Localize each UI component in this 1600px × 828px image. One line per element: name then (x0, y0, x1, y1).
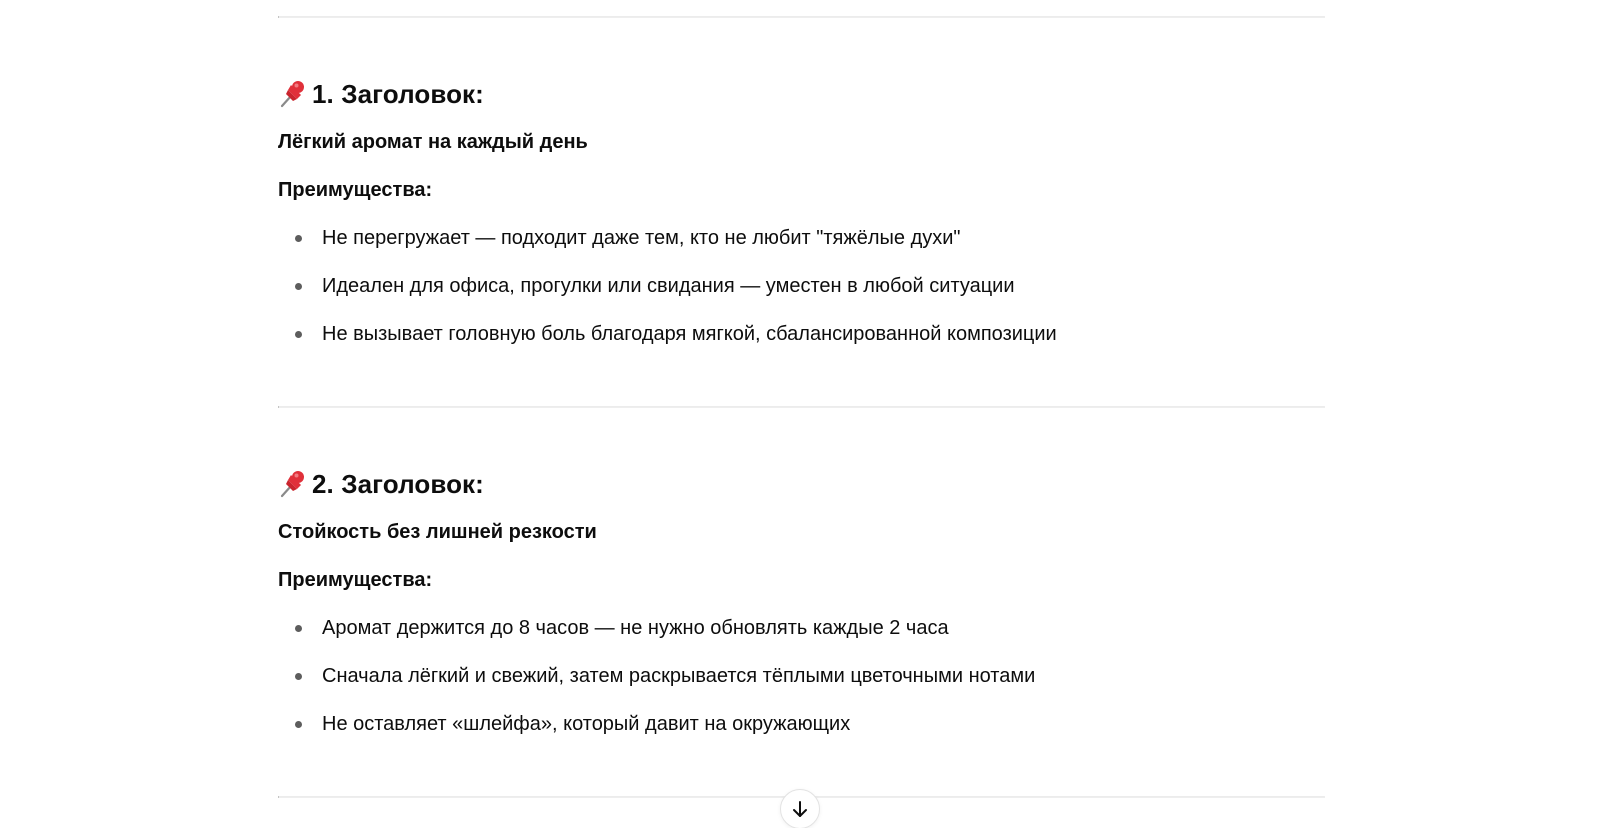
list-item (278, 320, 1323, 348)
list-item-text: Не вызывает головную боль благодаря мягкой, сбалансированной композиции (322, 323, 1057, 345)
section-heading-text: 1. Заголовок: (312, 78, 484, 109)
list-item (278, 272, 1323, 300)
pushpin-icon (278, 79, 306, 109)
bullet-icon (295, 673, 302, 680)
bullet-icon (295, 331, 302, 338)
arrow-down-icon (789, 798, 811, 820)
pushpin-icon (278, 469, 306, 499)
list-item-text: Не оставляет «шлейфа», который давит на окружающих (322, 713, 851, 735)
section-subtitle: Лёгкий аромат на каждый день (278, 131, 588, 153)
benefits-list (278, 224, 1323, 348)
benefits-label: Преимущества: (278, 179, 433, 201)
bullet-icon (295, 625, 302, 632)
list-item-text: Сначала лёгкий и свежий, затем раскрывается тёплыми цветочными нотами (322, 665, 1036, 687)
list-item (278, 662, 1323, 690)
section-subtitle: Стойкость без лишней резкости (278, 521, 597, 543)
list-item-text: Аромат держится до 8 часов — не нужно обновлять каждые 2 часа (322, 617, 949, 639)
bullet-icon (295, 721, 302, 728)
divider (278, 406, 1325, 408)
message-content (278, 0, 1323, 798)
section-heading (278, 74, 1323, 114)
list-item (278, 224, 1323, 252)
section-1 (278, 74, 1323, 348)
section-heading (278, 464, 1323, 504)
list-item-text: Не перегружает — подходит даже тем, кто не любит "тяжёлые духи" (322, 227, 961, 249)
section-2 (278, 464, 1323, 738)
list-item (278, 614, 1323, 642)
bullet-icon (295, 235, 302, 242)
divider (278, 16, 1325, 18)
list-item (278, 710, 1323, 738)
benefits-label: Преимущества: (278, 569, 433, 591)
benefits-list (278, 614, 1323, 738)
bullet-icon (295, 283, 302, 290)
scroll-to-bottom-button[interactable] (780, 789, 820, 828)
list-item-text: Идеален для офиса, прогулки или свидания — уместен в любой ситуации (322, 275, 1015, 297)
section-heading-text: 2. Заголовок: (312, 468, 484, 499)
